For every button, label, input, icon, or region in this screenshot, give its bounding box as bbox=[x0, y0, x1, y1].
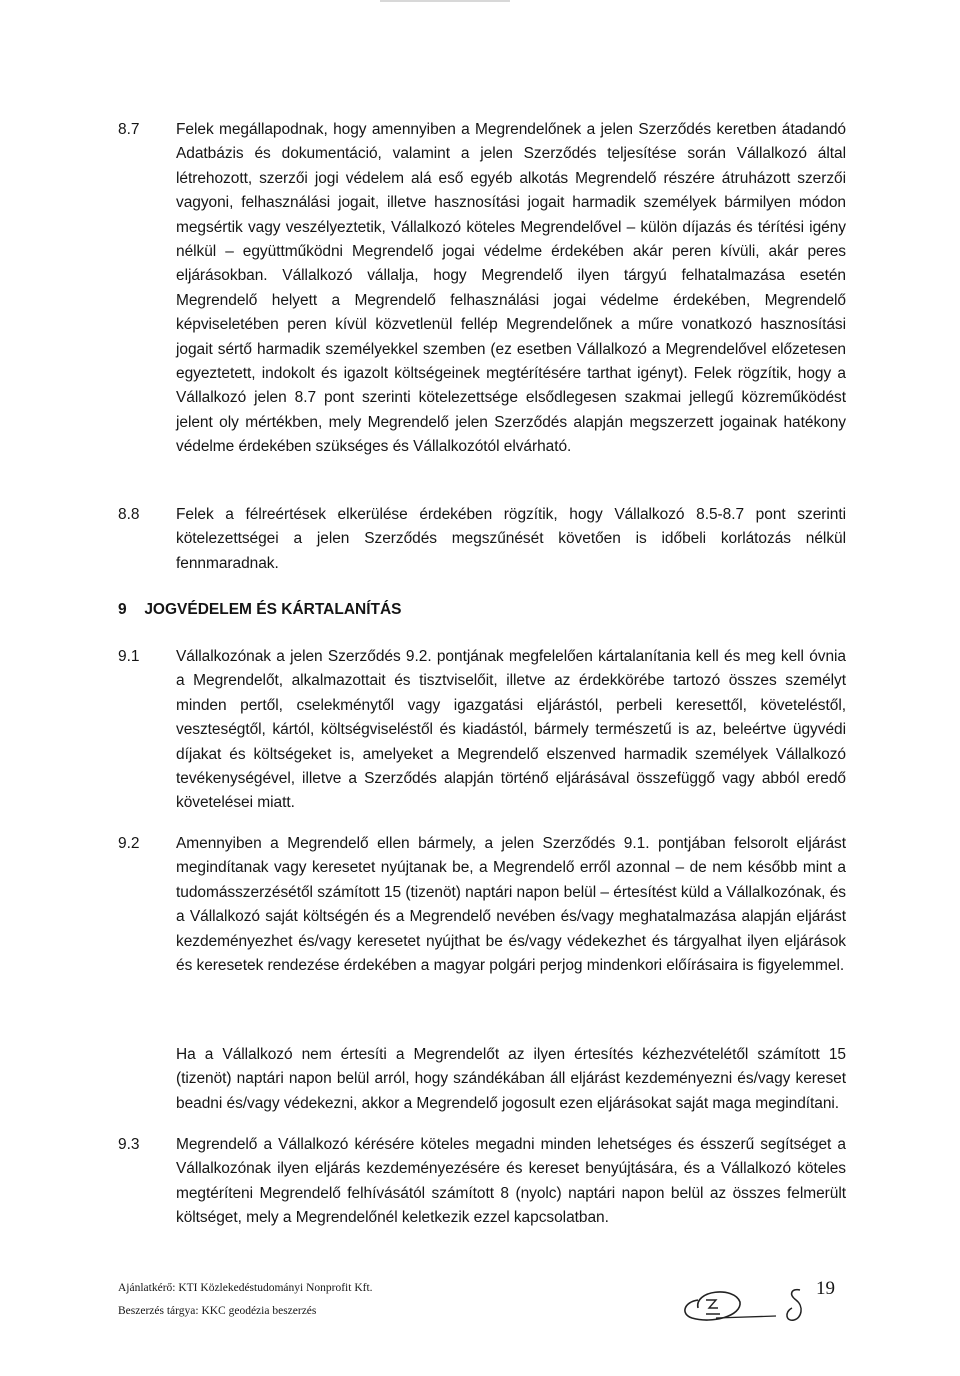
clause-9-2 bbox=[118, 832, 846, 978]
clause-text: Vállalkozónak a jelen Szerződés 9.2. pontjának megfelelően kártalanítania kell és meg kell óvnia a Megrendelőt, alkalmazottait és tisztviselőit, illetve az érdekkörébe tartozó összes személyt minden pertől, cselekménytől vagy igazgatási eljárástól, perbeli keresettől, követeléstől, veszteségtől, kártól, költségviseléstől és kiadástól, bármely természetű is az, beleértve ügyvédi díjakat és költségeket is, amelyeket a Megrendelő elszenved harmadik személyek Vállalkozó tevékenységével, illetve a Szerződés alapján történő eljárásával összefüggő vagy abból eredő követelései miatt. bbox=[176, 648, 846, 812]
clause-8-8 bbox=[118, 503, 846, 576]
clause-number: 8.7 bbox=[118, 121, 140, 138]
clause-9-1 bbox=[118, 645, 846, 816]
footer-subject: Beszerzés tárgya: KKC geodézia beszerzés bbox=[118, 1305, 317, 1317]
clause-text: Megrendelő a Vállalkozó kérésére köteles megadni minden lehetséges és ésszerű segítséget a Vállalkozónak ilyen eljárás kezdeményezésére és kereset benyújtására, és a Vállalkozó köteles megtéríteni Megrendelő felhívásától számított 8 (nyolc) naptári napon belül az összes felmerült költséget, mely a Megrendelőnél keletkezik ezzel kapcsolatban. bbox=[176, 1136, 846, 1227]
clause-text: Ha a Vállalkozó nem értesíti a Megrendelőt az ilyen értesítés kézhezvételétől számított 15 (tizenöt) naptári napon belül arról, hogy szándékában áll eljárást kezdeményezni és/vagy kereset beadni és/vagy védekezni, akkor a Megrendelő jogosult ezen eljárásokat saját maga megindítani. bbox=[176, 1046, 846, 1112]
section-heading bbox=[118, 598, 402, 622]
page-number: 19 bbox=[816, 1278, 835, 1299]
clause-text: Felek megállapodnak, hogy amennyiben a Megrendelőnek a jelen Szerződés keretben átadandó Adatbázis és dokumentáció, valamint a jelen Szerződés teljesítése során Vállalkozó által létrehozott, szerzői jogi védelem alá eső egyéb alkotás Megrendelő részére átruházott szerzői vagyoni, felhasználási jogait, illetve hasznosítási jogait harmadik személyek bármilyen módon megsértik vagy veszélyeztetik, Vállalkozó köteles Megrendelővel – külön díjazás és térítési igény nélkül – együttműködni Megrendelő jogai védelme érdekében akár peren kívüli, akár peres eljárásokban. Vállalkozó vállalja, hogy Megrendelő ilyen tárgyú felhatalmazása esetén Megrendelő helyett a Megrendelő felhasználási jogai védelme érdekében, Megrendelő képviseletében peren kívül közvetlenül fellép Megrendelőnek a műre vonatkozó hasznosítási jogait sértő harmadik személyekkel szemben (ez esetben Vállalkozó a Megrendelővel előzetesen egyeztetett, indokolt és igazolt költségeinek megtérítésére tarthat igényt). Felek rögzítik, hogy a Vállalkozó jelen 8.7 pont szerinti kötelezettsége elsődlegesen szakmai jellegű közreműködést jelent oly mértékben, mely Megrendelő jelen Szerződés alapján megszerzett jogainak hatékony védelme érdekében szükséges és Vállalkozótól elvárható. bbox=[176, 121, 846, 456]
clause-number: 9.3 bbox=[118, 1136, 140, 1153]
section-number: 9 bbox=[118, 601, 127, 618]
clause-number: 9.2 bbox=[118, 835, 140, 852]
clause-text: Amennyiben a Megrendelő ellen bármely, a jelen Szerződés 9.1. pontjában felsorolt eljárást megindítanak vagy keresetet nyújtanak be, a Megrendelő erről azonnal – de nem később mint a tudomásszerzésétől számított 15 (tizenöt) naptári napon belül – értesítést küld a Vállalkozónak, és a Vállalkozó saját költségén és a Megrendelő nevében és/vagy meghatalmazása alapján eljárást kezdeményezhet és/vagy keresetet nyújthat be és/vagy védekezhet és tárgyalhat ilyen eljárások és keresetek rendezése érdekében a magyar polgári perjog mindenkori előírásaira is figyelemmel. bbox=[176, 835, 846, 975]
clause-text: Felek a félreértések elkerülése érdekében rögzítik, hogy Vállalkozó 8.5-8.7 pont szerinti kötelezettségei a jelen Szerződés megszűnését követően is időbeli korlátozás nélkül fennmaradnak. bbox=[176, 506, 846, 572]
clause-9-2-continuation bbox=[118, 1043, 846, 1116]
handwritten-initials-signature bbox=[676, 1280, 816, 1330]
scan-artifact bbox=[380, 0, 510, 2]
clause-8-7 bbox=[118, 118, 846, 460]
footer-client: Ajánlatkérő: KTI Közlekedéstudományi Nonprofit Kft. bbox=[118, 1282, 373, 1294]
section-title: JOGVÉDELEM ÉS KÁRTALANÍTÁS bbox=[144, 601, 402, 618]
clause-number: 8.8 bbox=[118, 506, 140, 523]
clause-9-3 bbox=[118, 1133, 846, 1231]
clause-number: 9.1 bbox=[118, 648, 140, 665]
